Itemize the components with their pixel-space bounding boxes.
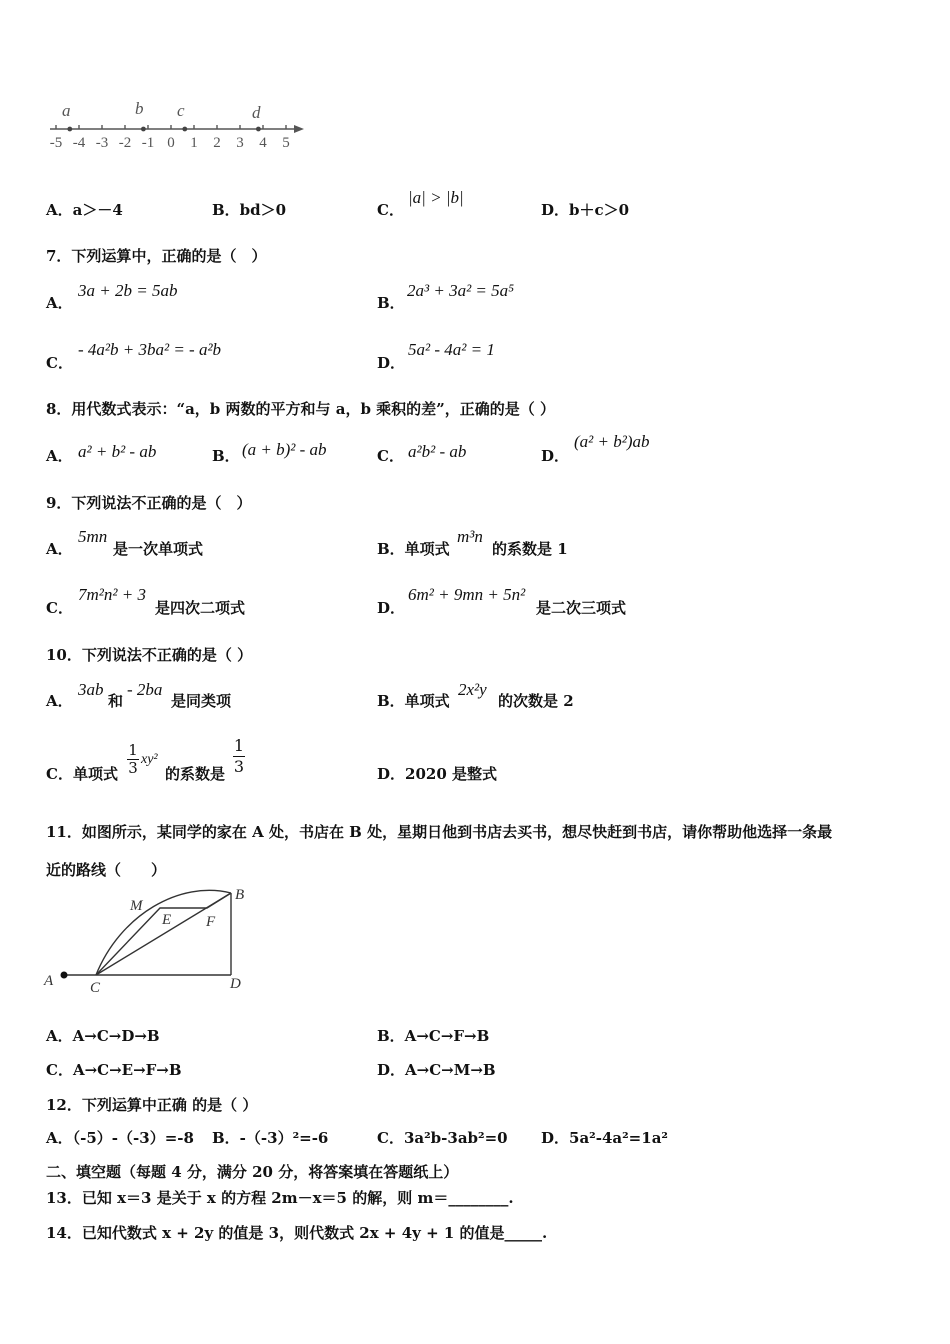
q8-option-b-label: B． bbox=[212, 447, 240, 465]
q6-option-c-expr: |a| > |b| bbox=[408, 188, 464, 207]
number-line-tick-label: 1 bbox=[190, 135, 198, 151]
q10-option-b-label: B．单项式 bbox=[377, 692, 450, 710]
number-line-point bbox=[141, 127, 146, 132]
q7-option-b-label: B． bbox=[377, 294, 405, 312]
q12-stem: 12．下列运算中正确 的是（ ） bbox=[46, 1096, 258, 1114]
q10-option-a-label: A． bbox=[46, 692, 73, 710]
section-2-heading: 二、填空题（每题 4 分，满分 20 分，将答案填在答题纸上） bbox=[46, 1163, 459, 1181]
q10-option-a-expr1: 3ab bbox=[78, 680, 104, 699]
q10-option-a-expr2: - 2ba bbox=[127, 680, 163, 699]
q7-option-a-expr: 3a + 2b = 5ab bbox=[78, 281, 178, 300]
number-line-tick-label: 5 bbox=[282, 135, 290, 151]
q7-option-b-expr: 2a³ + 3a² = 5a⁵ bbox=[407, 281, 515, 300]
fig-label-M: M bbox=[130, 898, 143, 914]
q7-option-a-label: A． bbox=[46, 294, 73, 312]
q11-stem-line-1: 11．如图所示，某同学的家在 A 处，书店在 B 处，星期日他到书店去买书，想尽快赶到书店，请你帮助他选择一条最 bbox=[46, 823, 833, 841]
number-line-letter-a: a bbox=[62, 101, 71, 120]
q9-option-a-expr: 5mn bbox=[78, 527, 108, 546]
q11-option-c: C．A→C→E→F→B bbox=[46, 1061, 182, 1079]
number-line-tick-label: -2 bbox=[118, 135, 132, 151]
q8-option-a-label: A． bbox=[46, 447, 73, 465]
number-line-point bbox=[182, 127, 187, 132]
fraction-denominator: 3 bbox=[233, 757, 245, 776]
number-line-point bbox=[67, 127, 72, 132]
number-line-letter-c: c bbox=[177, 101, 185, 120]
q7-option-d-expr: 5a² - 4a² = 1 bbox=[408, 340, 495, 359]
q10-option-c-fraction bbox=[127, 742, 139, 777]
number-line-point bbox=[256, 127, 261, 132]
q10-option-c-label: C．单项式 bbox=[46, 765, 118, 783]
number-line-tick-label: 3 bbox=[236, 135, 244, 151]
q8-option-b-expr: (a + b)² - ab bbox=[242, 440, 327, 459]
q13-text: 13．已知 x＝3 是关于 x 的方程 2m－x＝5 的解，则 m＝________. bbox=[46, 1189, 514, 1207]
q9-option-c-label: C． bbox=[46, 599, 73, 617]
q8-option-c-label: C． bbox=[377, 447, 404, 465]
q9-option-d-expr: 6m² + 9mn + 5n² bbox=[408, 585, 526, 604]
q9-option-c-expr: 7m²n² + 3 bbox=[78, 585, 146, 604]
fig-label-D: D bbox=[230, 976, 241, 992]
q11-option-d: D．A→C→M→B bbox=[377, 1061, 496, 1079]
q8-option-d-label: D． bbox=[541, 447, 570, 465]
q10-option-b-expr: 2x²y bbox=[458, 680, 487, 699]
q10-option-c-var: xy² bbox=[141, 752, 158, 767]
q8-option-d-expr: (a² + b²)ab bbox=[574, 432, 650, 451]
number-line-tick-label: 4 bbox=[259, 135, 267, 151]
number-line-tick-label: -1 bbox=[141, 135, 155, 151]
q12-option-a: A．（-5）-（-3）=-8 bbox=[46, 1129, 194, 1147]
fig-label-F: F bbox=[206, 914, 216, 930]
number-line-letter-b: b bbox=[135, 99, 144, 118]
q10-option-c-text: 的系数是 bbox=[165, 765, 226, 783]
q9-option-b-text: 的系数是 1 bbox=[492, 540, 568, 558]
number-line-figure bbox=[42, 98, 312, 158]
q9-stem: 9．下列说法不正确的是（ ） bbox=[46, 494, 252, 512]
q6-option-d: D．b＋c＞0 bbox=[541, 201, 630, 219]
q10-option-a-text: 是同类项 bbox=[171, 692, 232, 710]
q9-option-d-label: D． bbox=[377, 599, 406, 617]
route-figure bbox=[40, 880, 260, 1000]
q10-option-d: D．2020 是整式 bbox=[377, 765, 497, 783]
q10-option-b-text: 的次数是 2 bbox=[498, 692, 574, 710]
q9-option-d-text: 是二次三项式 bbox=[536, 599, 627, 617]
q11-option-a: A．A→C→D→B bbox=[46, 1027, 160, 1045]
q7-option-d-label: D． bbox=[377, 354, 406, 372]
number-line-tick-label: -3 bbox=[95, 135, 109, 151]
q6-option-a: A．a＞－4 bbox=[46, 201, 123, 219]
fraction-denominator: 3 bbox=[128, 759, 138, 777]
fig-label-B: B bbox=[235, 887, 245, 903]
q12-option-d: D．5a²-4a²=1a² bbox=[541, 1129, 668, 1147]
fraction-numerator: 1 bbox=[233, 736, 245, 755]
point-A-dot bbox=[61, 972, 68, 979]
q9-option-b-expr: m³n bbox=[457, 527, 483, 546]
number-line-arrow bbox=[294, 125, 304, 133]
q10-option-c-fraction-2 bbox=[233, 736, 245, 777]
q6-option-b: B．bd＞0 bbox=[212, 201, 287, 219]
number-line-tick-label: -5 bbox=[49, 135, 63, 151]
q12-option-c: C．3a²b-3ab²=0 bbox=[377, 1129, 508, 1147]
q8-option-a-expr: a² + b² - ab bbox=[78, 442, 157, 461]
number-line-tick-label: 2 bbox=[213, 135, 221, 151]
number-line-tick-label: 0 bbox=[167, 135, 175, 151]
q12-option-b: B．-（-3）²=-6 bbox=[212, 1129, 329, 1147]
q6-option-c-label: C． bbox=[377, 201, 404, 219]
q9-option-c-text: 是四次二项式 bbox=[155, 599, 246, 617]
fig-label-A: A bbox=[44, 973, 54, 989]
q8-option-c-expr: a²b² - ab bbox=[408, 442, 467, 461]
q9-option-a-text: 是一次单项式 bbox=[113, 540, 204, 558]
fig-label-C: C bbox=[90, 980, 101, 996]
q9-option-a-label: A． bbox=[46, 540, 73, 558]
number-line-letter-d: d bbox=[252, 103, 261, 122]
q7-option-c-expr: - 4a²b + 3ba² = - a²b bbox=[78, 340, 222, 359]
q7-stem: 7．下列运算中，正确的是（ ） bbox=[46, 247, 267, 265]
q14-text: 14．已知代数式 x + 2y 的值是 3，则代数式 2x + 4y + 1 的值是_____. bbox=[46, 1224, 548, 1242]
q8-stem: 8．用代数式表示：“a，b 两数的平方和与 a，b 乘积的差”，正确的是（ ） bbox=[46, 400, 555, 418]
fig-label-E: E bbox=[162, 912, 172, 928]
q9-option-b-label: B．单项式 bbox=[377, 540, 450, 558]
number-line-tick-label: -4 bbox=[72, 135, 86, 151]
q11-stem-line-2: 近的路线（ ） bbox=[46, 861, 167, 879]
q11-option-b: B．A→C→F→B bbox=[377, 1027, 490, 1045]
q7-option-c-label: C． bbox=[46, 354, 73, 372]
fraction-numerator: 1 bbox=[128, 741, 138, 759]
q10-option-a-mid: 和 bbox=[108, 692, 124, 710]
q10-stem: 10．下列说法不正确的是（ ） bbox=[46, 646, 253, 664]
